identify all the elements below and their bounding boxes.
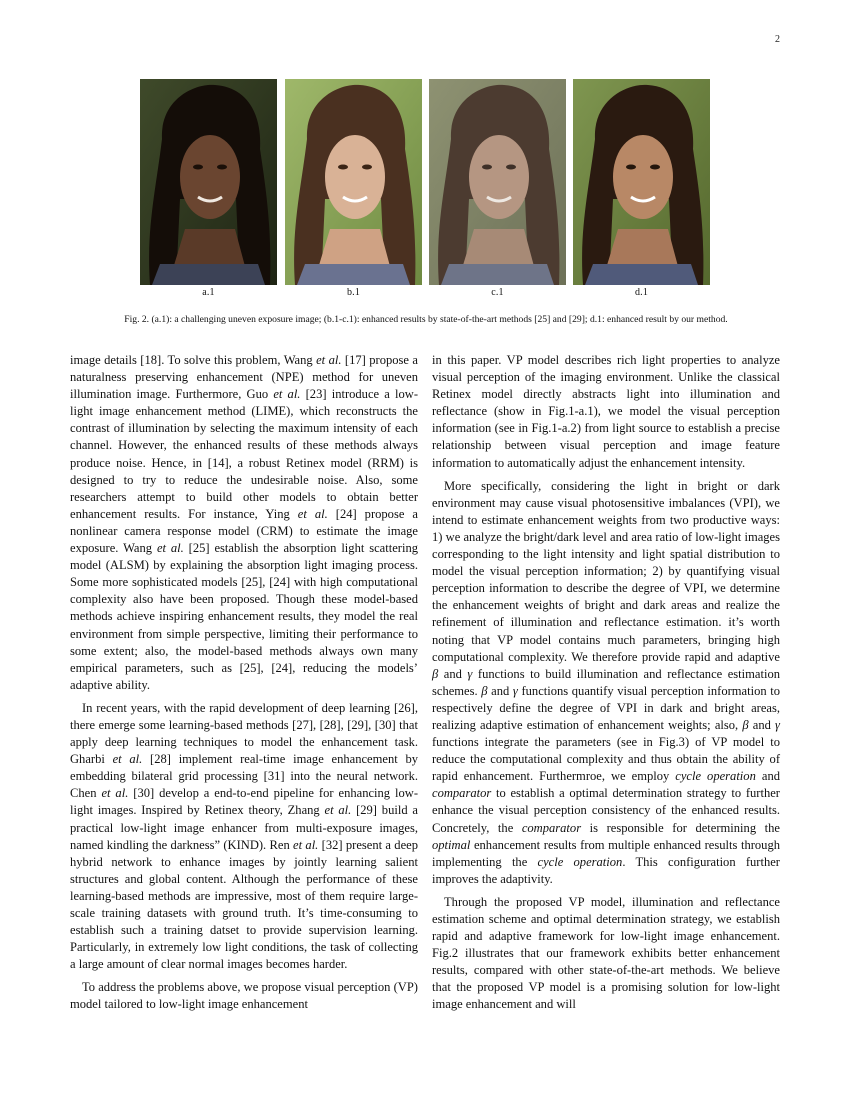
portrait-photo-bright xyxy=(285,79,422,285)
emphasis: et al. xyxy=(101,786,129,801)
page-number: 2 xyxy=(775,34,780,45)
left-column xyxy=(70,352,418,1020)
emphasis: et al. xyxy=(293,837,319,852)
figure-panel-c1 xyxy=(429,79,566,298)
panel-label-b1: b.1 xyxy=(346,287,361,298)
panel-label-c1: c.1 xyxy=(491,287,504,298)
paragraph: in this paper. VP model describes rich light properties to analyze visual perception of the imaging environment. Unlike the classical Retinex model directly abstracts light into illumination and reflectance (show in Fig.1-a.1), we model the visual perception information (see in Fig.1-a.2) from light source to establish a precise relationship between visual perception and image feature information to automatically adjust the enhancement intensity. xyxy=(432,353,780,470)
emphasis: γ xyxy=(775,717,780,732)
emphasis: β xyxy=(432,666,439,681)
paragraph: To address the problems above, we propose visual perception (VP) model tailored to low-light image enhancement xyxy=(70,980,418,1012)
emphasis: γ xyxy=(467,666,473,681)
emphasis: cycle operation xyxy=(675,769,756,784)
panel-label-a1: a.1 xyxy=(202,287,215,298)
paragraph: image details [18]. To solve this problem, Wang et al. [17] propose a naturalness preserving enhancement (NPE) method for uneven illumination image. Furthermore, Guo et al. [23] introduce a low-light image enhancement method (LIME), which reconstructs the contrast of illumination by selecting the maximum intensity of each channel. However, the enhanced results of these methods always produce noise. Hence, in [14], a robust Retinex model (RRM) is designed to try to reduce the undesirable noise. Also, some researchers attempt to build other models to obtain better enhancement results. For instance, Ying et al. [24] propose a nonlinear camera response model (CRM) to estimate the image exposure. Wang et al. [25] establish the absorption light scattering model (ALSM) by explaining the absorption light imaging process. Some more sophisticated models [25], [24] with high computational complexity also have been proposed. Though these model-based methods achieve inspiring enhancement results, they model the real environment from simple perspective, limiting their performance to some extent; also, the model-based methods always own many empirical parameters, such as [25], [24], reducing the models’ adaptive ability. xyxy=(70,353,419,692)
figure-2 xyxy=(140,79,710,298)
emphasis: β xyxy=(742,717,749,732)
emphasis: et al. xyxy=(324,803,352,818)
emphasis: et al. xyxy=(112,752,143,767)
figure-panel-d1 xyxy=(573,79,710,298)
portrait-photo-balanced xyxy=(573,79,710,285)
right-column xyxy=(432,352,780,1020)
emphasis: γ xyxy=(512,683,518,698)
emphasis: comparator xyxy=(432,786,492,801)
emphasis: et al. xyxy=(273,387,301,402)
emphasis: et al. xyxy=(156,541,184,556)
portrait-photo-dark xyxy=(140,79,277,285)
figure-caption: Fig. 2. (a.1): a challenging uneven exposure image; (b.1-c.1): enhanced results by state-of-the-art methods [25] and [29]; d.1: enhanced result by our method. xyxy=(124,314,728,325)
figure-panel-b1 xyxy=(285,79,422,298)
figure-panel-a1 xyxy=(140,79,277,298)
emphasis: et al. xyxy=(316,353,342,367)
emphasis: optimal xyxy=(432,837,471,852)
portrait-photo-hazy xyxy=(429,79,566,285)
panel-label-d1: d.1 xyxy=(634,287,649,298)
emphasis: β xyxy=(481,683,488,698)
emphasis: et al. xyxy=(297,506,328,521)
paragraph: In recent years, with the rapid development of deep learning [26], there emerge some learning-based methods [27], [28], [29], [30] that apply deep learning techniques to model the enhancement task. Gharbi et al. [28] implement real-time image enhancement by embedding bilateral grid processing [31] into the neural network. Chen et al. [30] develop a end-to-end pipeline for enhancing low-light images. Inspired by Retinex theory, Zhang et al. [29] build a practical low-light image enhancer from multi-exposure images, named kindling the darkness” (KIND). Ren et al. [32] present a deep hybrid network to enhance images by jointly learning salient structures and global content. Although the performance of these learning-based methods are impressive, most of them require large-scale training datasets with ground truth. It’s time-consuming to establish such a training datset to provide supervision learning. Particularly, in extremely low light conditions, the task of collecting a large amount of clear normal images becomes harder. xyxy=(70,700,419,972)
paragraph: More specifically, considering the light in bright or dark environment may cause visual photosensitive imbalances (VPI), we intend to estimate enhancement weights from two productive ways: 1) we analyze the bright/dark level and area ratio of low-light images corresponding to the light intensity and light spatial distribution to model the visual perception information; 2) by quantifying visual perception information to describe the degree of VPI, we determine the enhancement weights of bright and dark areas and realize the refinement of illumination and reflectance estimation. it’s worth noting that VP model contains much parameters, bringing high computational complexity. We therefore provide rapid and adaptive β and γ functions to build illumination and reflectance estimation schemes. β and γ functions quantify visual perception information to respectively define the degree of VPI in dark and bright areas, realizing adaptive estimation of enhancement weights; also, β and γ functions integrate the parameters (see in Fig.3) of VP model to reduce the computational complexity and thus obtain the ability of rapid enhancement. Furthermroe, we employ cycle operation and comparator to establish a optimal determination strategy to further enhance the visual perception consistency of the enhanced results. Concretely, the comparator is responsible for determining the optimal enhancement results from multiple enhanced results through implementing the cycle operation. This configuration further improves the adaptivity. xyxy=(432,478,781,886)
paragraph: Through the proposed VP model, illumination and reflectance estimation scheme and optimal determination strategy, we establish rapid and adaptive framework for low-light image enhancement. Fig.2 illustrates that our framework exhibits better enhancement results, compared with other state-of-the-art methods. We believe that the proposed VP model is a promising solution for low-light image enhancement and will xyxy=(432,894,780,1012)
emphasis: comparator xyxy=(521,820,582,835)
emphasis: cycle operation xyxy=(537,854,623,869)
